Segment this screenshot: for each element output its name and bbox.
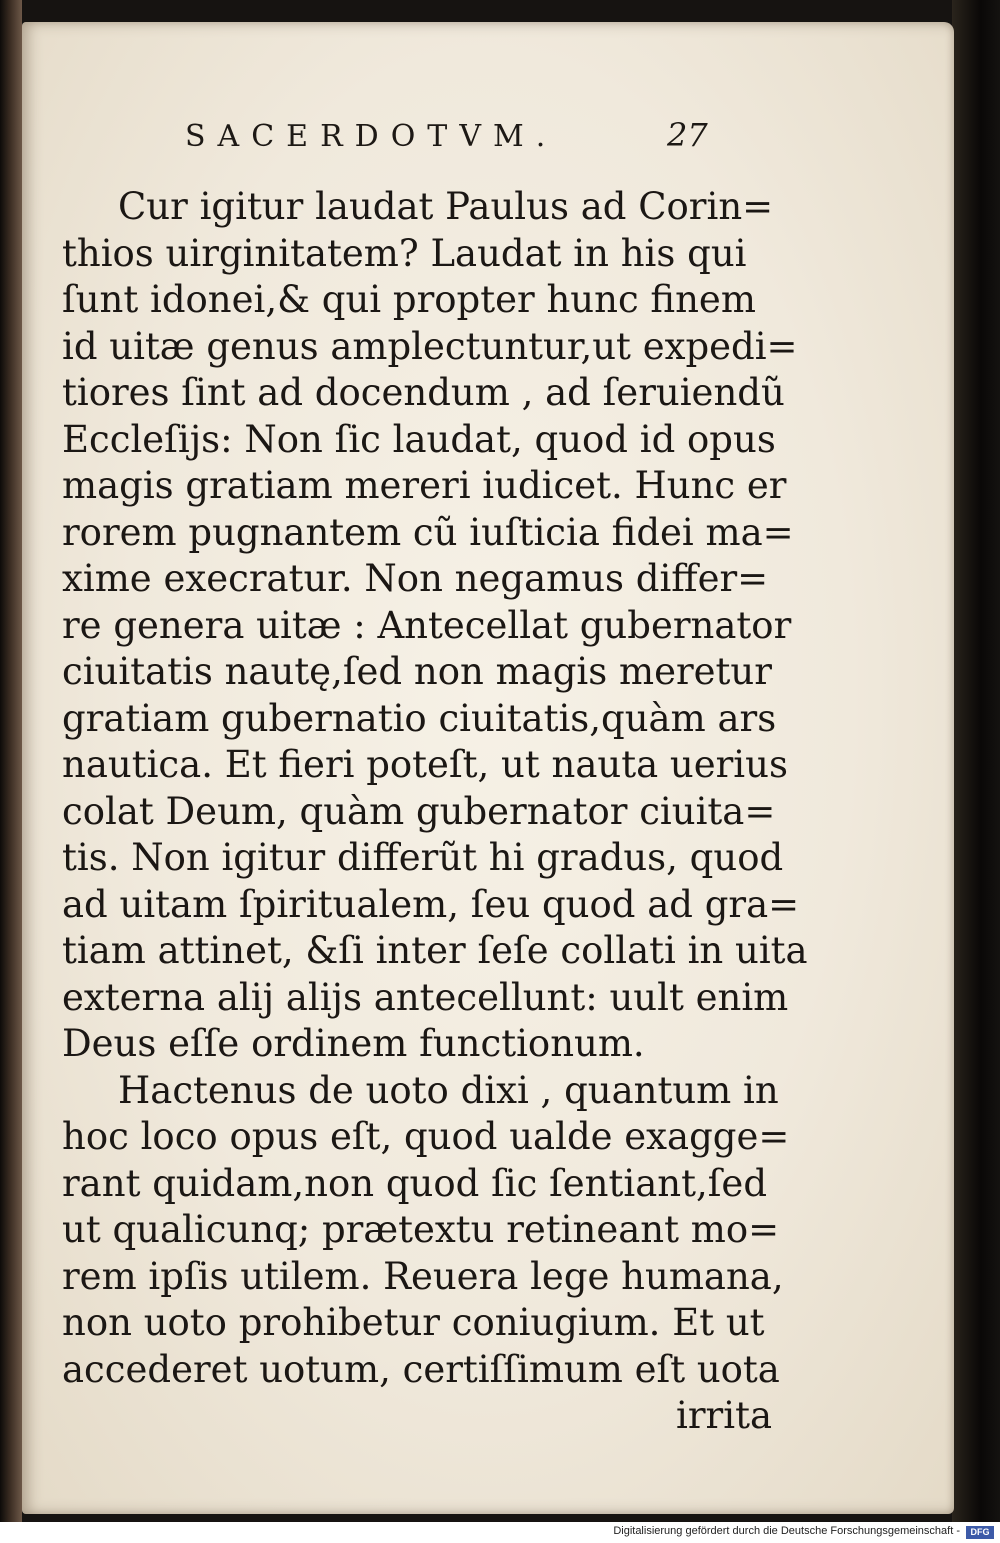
- text-line: thios uirginitatem? Laudat in his qui: [62, 231, 747, 275]
- text-line: accederet uotum, certiſſimum eſt uota: [62, 1347, 780, 1391]
- text-line: Cur igitur laudat Paulus ad Corin=: [118, 185, 774, 228]
- dfg-logo-icon: DFG: [966, 1526, 994, 1539]
- text-line: rorem pugnantem cũ iuſticia fidei ma=: [62, 510, 794, 554]
- text-line: ut qualicunq; prætextu retineant mo=: [62, 1208, 780, 1251]
- book-page: [22, 22, 954, 1514]
- text-line: tiam attinet, &ſi inter ſeſe collati in uita: [62, 929, 808, 972]
- text-line: rem ipſis utilem. Reuera lege humana,: [62, 1254, 784, 1298]
- text-line: non uoto prohibetur coniugium. Et ut: [62, 1301, 765, 1344]
- page-number: 27: [667, 116, 708, 154]
- text-line: Hactenus de uoto dixi , quantum in: [118, 1068, 779, 1112]
- body-text: [62, 184, 808, 1440]
- book-spine: [0, 0, 22, 1522]
- text-line: tis. Non igitur differũt hi gradus, quod: [62, 836, 784, 879]
- text-line: nautica. Et fieri poteſt, ut nauta uerius: [62, 743, 788, 786]
- text-line: xime execratur. Non negamus differ=: [62, 557, 769, 600]
- text-line: re genera uitæ : Antecellat gubernator: [62, 603, 792, 647]
- text-line: ciuitatis nautę,ſed non magis meretur: [62, 650, 772, 693]
- funding-credit: Digitalisierung gefördert durch die Deutsche Forschungsgemeinschaft -: [613, 1525, 960, 1537]
- credit-bar: [0, 1522, 1000, 1543]
- text-line: id uitæ genus amplectuntur,ut expedi=: [62, 324, 798, 368]
- text-line: ſunt idonei,& qui propter hunc finem: [62, 278, 756, 321]
- text-line: colat Deum, quàm gubernator ciuita=: [62, 789, 776, 833]
- text-line: hoc loco opus eſt, quod ualde exagge=: [62, 1115, 790, 1158]
- page-edge: [952, 0, 1000, 1522]
- text-line: tiores ſint ad docendum , ad ſeruiendũ: [62, 371, 785, 414]
- text-line: gratiam gubernatio ciuitatis,quàm ars: [62, 696, 777, 740]
- text-line: rant quidam,non quod ſic ſentiant,ſed: [62, 1161, 768, 1205]
- text-line: Eccleſijs: Non ſic laudat, quod id opus: [62, 417, 776, 461]
- text-line: ad uitam ſpiritualem, ſeu quod ad gra=: [62, 882, 800, 926]
- text-line: Deus eſſe ordinem functionum.: [62, 1022, 645, 1065]
- catchword: irrita: [676, 1394, 772, 1437]
- running-head: SACERDOTVM.: [185, 119, 558, 154]
- text-line: externa alij alijs antecellunt: uult enim: [62, 975, 789, 1019]
- text-line: magis gratiam mereri iudicet. Hunc er: [62, 464, 787, 507]
